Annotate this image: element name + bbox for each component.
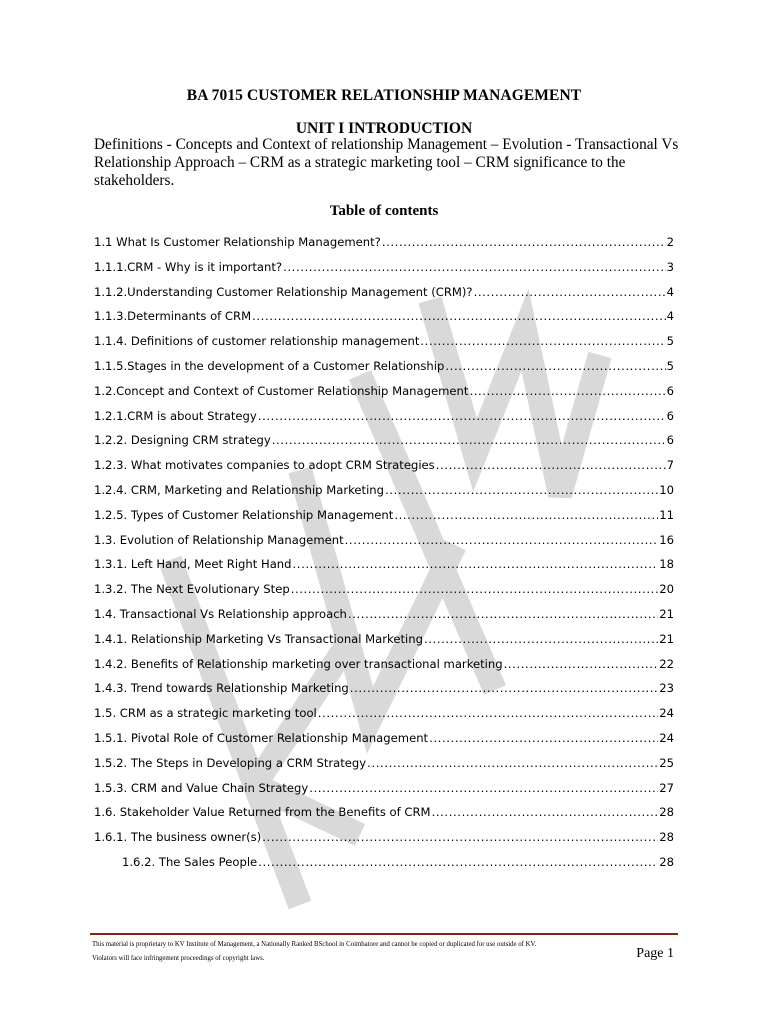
toc-entry-page: 18 [659,557,674,572]
toc-entry[interactable] [94,754,674,779]
toc-dot-leader [348,605,658,623]
toc-dot-leader [394,506,658,524]
toc-entry-label: 1.5.2. The Steps in Developing a CRM Strategy [94,755,367,770]
toc-dot-leader [318,704,658,722]
toc-entry-label: 1.1.4. Definitions of customer relationship management [94,334,420,349]
toc-entry[interactable] [94,580,674,605]
toc-entry-page: 5 [666,334,674,349]
toc-dot-leader [367,754,658,772]
toc-dot-leader [429,729,658,747]
toc-entry-label: 1.3. Evolution of Relationship Management [94,532,344,547]
toc-entry-page: 10 [659,482,674,497]
toc-heading: Table of contents [329,203,439,219]
toc-entry[interactable] [94,655,674,680]
toc-entry-page: 20 [659,582,674,597]
toc-entry-page: 23 [659,681,674,696]
toc-entry-label: 1.1.1.CRM - Why is it important? [94,259,283,274]
toc-entry-label: 1.4.1. Relationship Marketing Vs Transactional Marketing [94,631,423,646]
toc-entry-page: 6 [666,383,674,398]
toc-entry[interactable] [94,233,674,258]
toc-entry-label: 1.1.2.Understanding Customer Relationship Management (CRM)? [94,284,473,299]
toc-entry-label: 1.5. CRM as a strategic marketing tool [94,706,317,721]
toc-entry-page: 28 [659,805,674,820]
toc-entry-label: 1.4. Transactional Vs Relationship approach [94,606,347,621]
toc-entry-label: 1.2.1.CRM is about Strategy [94,408,257,423]
toc-entry-label: 1.2.4. CRM, Marketing and Relationship Marketing [94,482,384,497]
toc-entry-label: 1.4.3. Trend towards Relationship Marketing [94,681,349,696]
toc-entry[interactable] [94,679,674,704]
toc-entry[interactable] [94,555,674,580]
toc-entry-label: 1.2.2. Designing CRM strategy [94,433,271,448]
toc-entry-label: 1.5.1. Pivotal Role of Customer Relationship Management [94,730,429,745]
toc-entry-page: 4 [666,309,674,324]
toc-dot-leader [474,283,666,301]
toc-entry-page: 2 [666,235,674,249]
toc-entry-label: 1.3.1. Left Hand, Meet Right Hand [94,557,292,572]
toc-dot-leader [345,531,659,549]
toc-entry[interactable] [94,382,674,407]
toc-entry[interactable] [94,704,674,729]
toc-entry[interactable] [94,779,674,804]
toc-entry[interactable] [94,853,674,878]
toc-entry-page: 21 [659,631,674,646]
toc-entry-label: 1.6.1. The business owner(s) [94,830,262,845]
toc-entry-page: 25 [659,755,674,770]
document-title: BA 7015 CUSTOMER RELATIONSHIP MANAGEMENT [186,87,582,104]
toc-entry[interactable] [94,431,674,456]
toc-entry-page: 16 [659,532,674,547]
toc-entry-page: 27 [659,780,674,795]
toc-dot-leader [291,580,659,598]
toc-entry-label: 1.4.2. Benefits of Relationship marketing over transactional marketing [94,656,503,671]
toc-entry-page: 7 [666,458,674,473]
toc-entry-page: 21 [659,606,674,621]
toc-entry-label: 1.1.5.Stages in the development of a Customer Relationship [94,358,445,373]
toc-entry[interactable] [94,332,674,357]
table-of-contents [94,233,674,878]
toc-entry-page: 28 [659,854,674,869]
toc-dot-leader [283,258,666,276]
toc-entry-page: 3 [666,259,674,274]
toc-dot-leader [350,679,658,697]
toc-entry-label: 1.1.3.Determinants of CRM [94,309,252,324]
toc-entry[interactable] [94,531,674,556]
toc-dot-leader [445,357,665,375]
toc-entry[interactable] [94,407,674,432]
toc-entry-label: 1.1 What Is Customer Relationship Management? [94,235,381,249]
toc-dot-leader [436,456,666,474]
footer-divider [90,933,678,935]
footer-notice [92,938,692,966]
toc-dot-leader [385,481,658,499]
toc-entry[interactable] [94,828,674,853]
toc-entry[interactable] [94,729,674,754]
toc-entry-page: 24 [659,706,674,721]
toc-dot-leader [469,382,665,400]
toc-entry[interactable] [94,283,674,308]
toc-dot-leader [258,853,658,871]
toc-entry-label: 1.2.3. What motivates companies to adopt CRM Strategies [94,458,435,473]
toc-entry-label: 1.5.3. CRM and Value Chain Strategy [94,780,309,795]
toc-dot-leader [272,431,666,449]
toc-entry-label: 1.2.Concept and Context of Customer Relationship Management [94,383,469,398]
unit-syllabus: Definitions - Concepts and Context of relationship Management – Evolution - Transactional Vs Relationship Approach – CRM as a strategic marketing tool – CRM significance to the stakeholders. [94,136,679,189]
toc-dot-leader [420,332,665,350]
toc-entry-label: 1.2.5. Types of Customer Relationship Management [94,507,394,522]
toc-entry[interactable] [94,605,674,630]
toc-entry-label: 1.6.2. The Sales People [122,854,258,869]
footer-notice-line-1: This material is proprietary to KV Institute of Management, a Nationally Ranked BSchool in Coimbatore and cannot be copied or duplicated for use outside of KV. [92,941,537,948]
toc-entry-page: 22 [659,656,674,671]
toc-dot-leader [432,803,659,821]
toc-entry[interactable] [94,357,674,382]
toc-entry-page: 4 [666,284,674,299]
toc-entry[interactable] [94,258,674,283]
toc-entry-label: 1.3.2. The Next Evolutionary Step [94,582,290,597]
toc-dot-leader [309,779,658,797]
toc-entry-page: 5 [666,358,674,373]
toc-entry[interactable] [94,307,674,332]
toc-entry-page: 6 [666,433,674,448]
toc-dot-leader [504,655,659,673]
toc-entry-page: 28 [659,830,674,845]
toc-dot-leader [262,828,658,846]
toc-entry[interactable] [94,803,674,828]
footer-notice-line-2: Violators will face infringement proceedings of copyright laws. [92,955,265,962]
toc-entry[interactable] [94,481,674,506]
toc-entry-label: 1.6. Stakeholder Value Returned from the Benefits of CRM [94,805,431,820]
toc-entry[interactable] [94,506,674,531]
page-number: Page 1 [636,946,674,961]
toc-entry[interactable] [94,630,674,655]
toc-dot-leader [293,555,659,573]
unit-title: UNIT I INTRODUCTION [295,120,473,137]
toc-dot-leader [424,630,658,648]
toc-entry-page: 24 [659,730,674,745]
toc-entry[interactable] [94,456,674,481]
toc-entry-page: 6 [666,408,674,423]
toc-dot-leader [258,407,666,425]
toc-entry-page: 11 [659,507,674,522]
toc-dot-leader [382,233,666,251]
toc-dot-leader [252,307,666,325]
